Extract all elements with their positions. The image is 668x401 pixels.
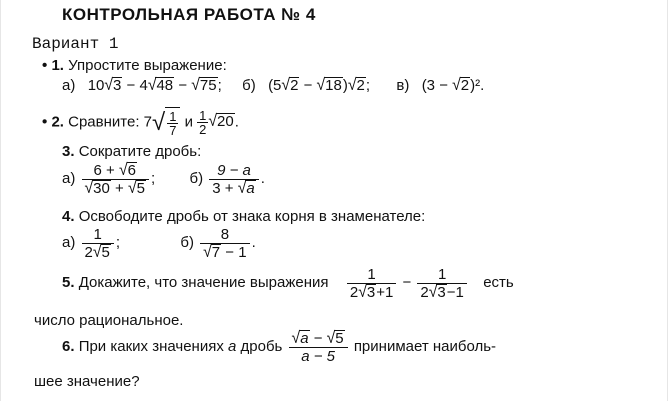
- sqrt: √2: [452, 76, 470, 95]
- page-title: КОНТРОЛЬНАЯ РАБОТА № 4: [62, 5, 316, 24]
- expr-text: и: [184, 113, 193, 131]
- task-2: [42, 107, 239, 138]
- task-number: 4.: [62, 208, 75, 225]
- bullet-marker: •: [42, 113, 48, 131]
- expr-text: (5: [268, 77, 282, 94]
- fraction: $\frac{1}{2√5}$: [82, 226, 114, 261]
- punct: ;: [115, 234, 121, 251]
- task-text: Докажите, что значение выражения: [78, 274, 329, 291]
- expr-text: −: [402, 274, 412, 291]
- task-text: При каких значениях: [78, 338, 224, 355]
- punct: .: [234, 113, 239, 131]
- task-number: 1.: [51, 57, 64, 74]
- task-number: 2.: [51, 113, 64, 131]
- left-border: [0, 0, 1, 401]
- punct: .: [260, 170, 265, 187]
- task-3-fractions: [62, 160, 265, 198]
- bullet-marker: •: [42, 57, 48, 74]
- task-number: 6.: [62, 338, 75, 355]
- fraction: $\frac{9 - a}{3 + √a}$: [209, 162, 258, 197]
- sqrt-radicand: $\frac{1}{7}$: [165, 107, 180, 138]
- task-text-tail: есть: [483, 274, 514, 291]
- sqrt: √18: [316, 76, 342, 95]
- option-c-label: в): [396, 77, 410, 94]
- fraction: $\frac{8}{√7 - 1}$: [200, 226, 249, 261]
- task-text: Освободите дробь от знака корня в знаменателе:: [78, 208, 426, 225]
- expr-text: −: [174, 77, 192, 94]
- expr-text: 7: [143, 113, 153, 131]
- fraction: $\frac{1}{2}$: [199, 108, 207, 137]
- task-text: Упростите выражение:: [68, 57, 227, 74]
- variable: a: [228, 338, 237, 355]
- expr-text: (3 −: [421, 77, 453, 94]
- option-b-label: б): [189, 170, 204, 187]
- task-6-line-2: шее значение?: [34, 373, 140, 390]
- task-5-line-2: число рациональное.: [34, 312, 184, 329]
- sqrt: √: [152, 108, 166, 136]
- sqrt: √48: [147, 76, 174, 95]
- expr-text: −: [299, 77, 317, 94]
- task-text: дробь: [240, 338, 283, 355]
- option-a-label: а): [62, 77, 76, 94]
- task-text: Сравните:: [68, 113, 140, 131]
- option-b-label: б): [180, 234, 194, 251]
- task-6: [62, 328, 496, 366]
- expr-text: − 4: [122, 77, 148, 94]
- fraction: $\frac{6 + √6}{√30 + √5}$: [82, 162, 149, 197]
- punct: .: [251, 234, 256, 251]
- task-1-expressions: [62, 77, 484, 95]
- fraction: $\frac{√a - √5}{a - 5}$: [289, 330, 348, 365]
- sqrt: √2: [281, 76, 299, 95]
- option-b-label: б): [242, 77, 256, 94]
- punct: ;: [150, 170, 156, 187]
- task-text-tail: принимает наиболь-: [353, 338, 497, 355]
- fraction: $\frac{1}{2√3-1}$: [417, 266, 466, 301]
- expr-text: ): [342, 77, 348, 94]
- expr-text: )².: [470, 77, 485, 94]
- task-text: Сократите дробь:: [78, 143, 202, 160]
- fraction: $\frac{1}{2√3+1}$: [347, 266, 396, 301]
- sqrt: √75: [191, 76, 217, 95]
- punct: ;: [217, 77, 222, 94]
- sqrt: √3: [104, 76, 122, 95]
- option-a-label: а): [62, 234, 76, 251]
- task-4-fractions: [62, 224, 256, 262]
- task-3-heading: [62, 143, 201, 161]
- task-number: 3.: [62, 143, 75, 160]
- sqrt: √20: [208, 113, 234, 131]
- task-1-heading: [42, 57, 227, 75]
- option-a-label: а): [62, 170, 76, 187]
- task-5: [62, 264, 514, 302]
- variant-label: Вариант 1: [32, 35, 119, 53]
- expr-text: 10: [87, 77, 105, 94]
- sqrt: √2: [347, 76, 365, 95]
- task-number: 5.: [62, 274, 75, 291]
- punct: ;: [365, 77, 371, 94]
